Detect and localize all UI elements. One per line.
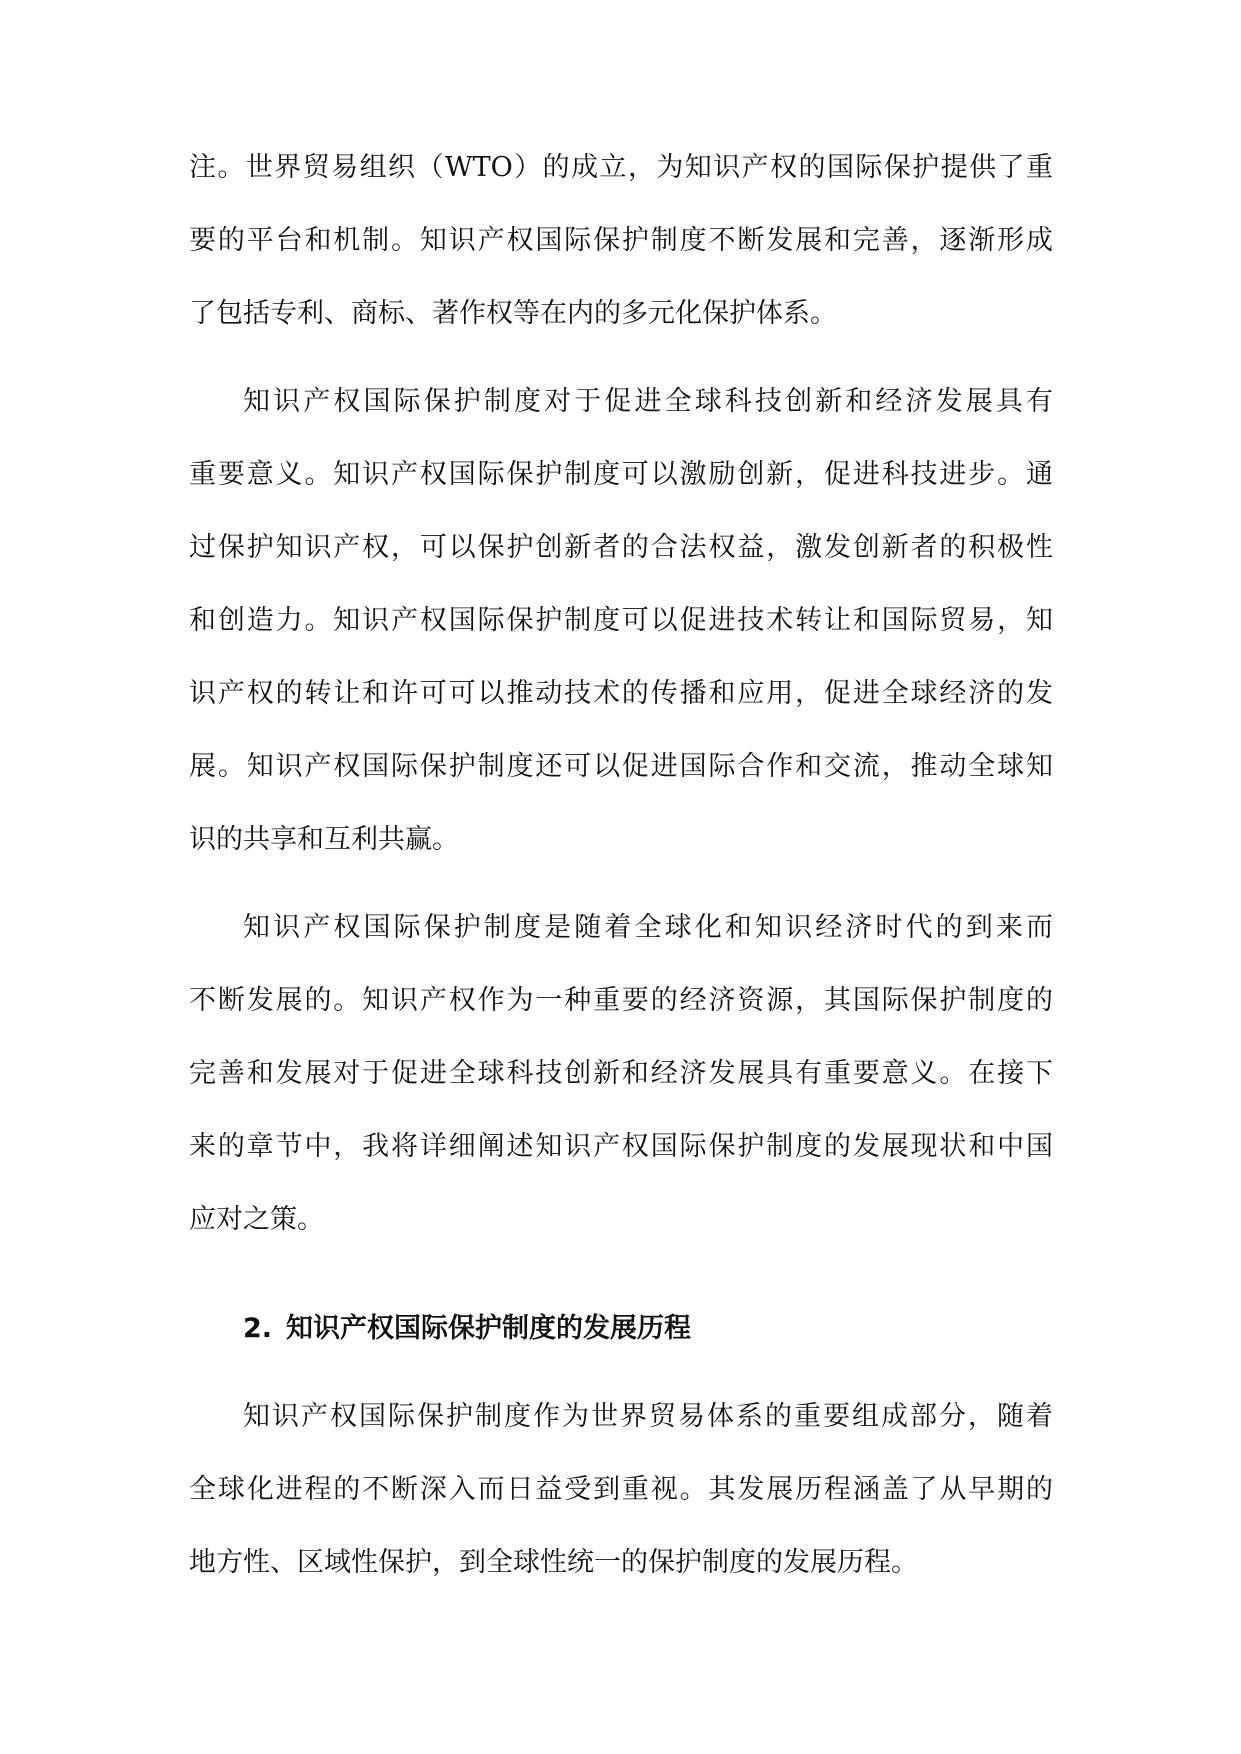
paragraph-line: 过保护知识产权，可以保护创新者的合法权益，激发创新者的积极性 (189, 532, 1053, 563)
paragraph-line: 了包括专利、商标、著作权等在内的多元化保护体系。 (189, 298, 837, 329)
paragraph-line: 注。世界贸易组织（WTO）的成立，为知识产权的国际保护提供了重 (189, 152, 1053, 183)
paragraph-line: 不断发展的。知识产权作为一种重要的经济资源，其国际保护制度的 (189, 985, 1053, 1016)
paragraph-line: 地方性、区域性保护，到全球性统一的保护制度的发展历程。 (189, 1547, 918, 1578)
paragraph-2 (189, 365, 1053, 876)
section-heading (243, 1292, 691, 1365)
paragraph-line: 来的章节中，我将详细阐述知识产权国际保护制度的发展现状和中国 (189, 1131, 1053, 1162)
paragraph-line: 重要意义。知识产权国际保护制度可以激励创新，促进科技进步。通 (189, 459, 1053, 490)
paragraph-4 (189, 1380, 1053, 1599)
paragraph-line: 识产权的转让和许可可以推动技术的传播和应用，促进全球经济的发 (189, 678, 1053, 709)
paragraph-1 (189, 131, 1053, 350)
paragraph-line: 完善和发展对于促进全球科技创新和经济发展具有重要意义。在接下 (189, 1058, 1053, 1089)
section-title: 知识产权国际保护制度的发展历程 (286, 1313, 692, 1344)
section-number: 2. (243, 1313, 273, 1344)
paragraph-line: 知识产权国际保护制度是随着全球化和知识经济时代的到来而 (243, 912, 1053, 943)
paragraph-line: 要的平台和机制。知识产权国际保护制度不断发展和完善，逐渐形成 (189, 225, 1053, 256)
paragraph-line: 识的共享和互利共赢。 (189, 824, 459, 855)
paragraph-3 (189, 891, 1053, 1256)
paragraph-line: 知识产权国际保护制度作为世界贸易体系的重要组成部分，随着 (243, 1401, 1053, 1432)
paragraph-line: 知识产权国际保护制度对于促进全球科技创新和经济发展具有 (243, 386, 1053, 417)
paragraph-line: 展。知识产权国际保护制度还可以促进国际合作和交流，推动全球知 (189, 751, 1053, 782)
paragraph-line: 应对之策。 (189, 1204, 324, 1235)
paragraph-line: 全球化进程的不断深入而日益受到重视。其发展历程涵盖了从早期的 (189, 1474, 1053, 1505)
paragraph-line: 和创造力。知识产权国际保护制度可以促进技术转让和国际贸易，知 (189, 605, 1053, 636)
